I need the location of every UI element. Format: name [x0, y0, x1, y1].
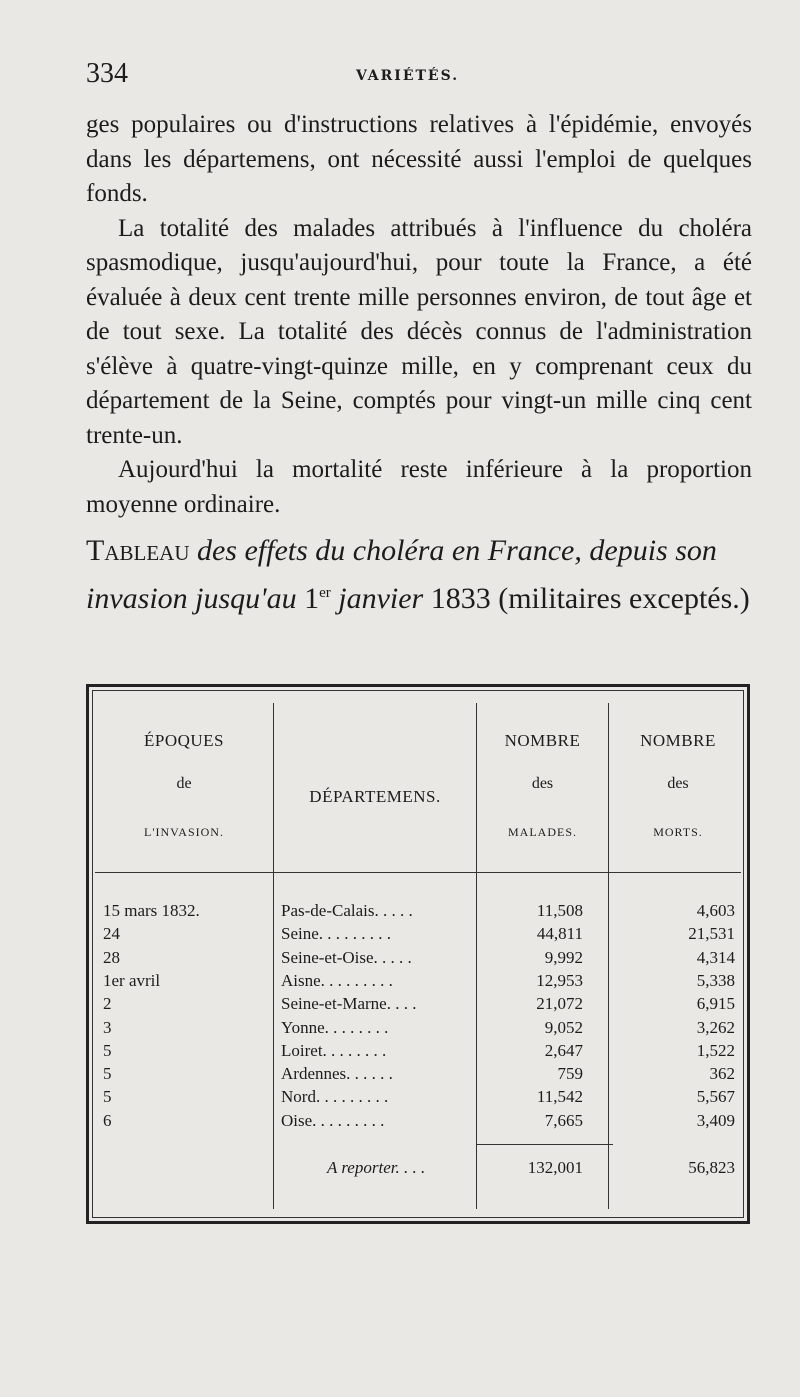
header-morts-sub: MORTS. — [653, 825, 703, 839]
row-departement: Seine-et-Marne. . . . — [281, 994, 417, 1014]
row-date: 1er avril — [103, 970, 161, 990]
row-date: 24 — [103, 924, 120, 944]
row-malades: 9,052 — [544, 1017, 583, 1037]
row-date: 5 — [103, 1040, 112, 1060]
total-divider — [476, 1144, 613, 1145]
row-malades: 11,542 — [536, 1087, 583, 1107]
row-morts: 4,314 — [696, 947, 735, 967]
table-row — [89, 901, 747, 924]
row-departement: Loiret. . . . . . . . — [281, 1040, 387, 1060]
row-malades: 11,508 — [536, 901, 583, 920]
row-morts: 5,338 — [696, 970, 735, 990]
row-malades: 2,647 — [544, 1040, 583, 1060]
row-date: 6 — [103, 1110, 112, 1130]
page-header — [86, 58, 750, 98]
header-epoques-sub: L'INVASION. — [144, 825, 224, 839]
row-date: 3 — [103, 1017, 112, 1037]
table-title-lead: Tableau — [86, 534, 190, 567]
total-morts: 56,823 — [688, 1158, 735, 1177]
row-date: 2 — [103, 994, 112, 1014]
cholera-table — [86, 684, 750, 1224]
table-row — [89, 924, 747, 947]
row-morts: 1,522 — [696, 1040, 735, 1060]
header-epoques-de: de — [176, 775, 192, 792]
header-malades-des: des — [531, 775, 554, 792]
row-morts: 362 — [709, 1064, 735, 1084]
paragraph: ges populaires ou d'instructions relatives à l'épidémie, envoyés dans les départemens, ont nécessité aussi l'emploi de quelques fonds. — [86, 111, 752, 207]
row-morts: 3,409 — [696, 1110, 735, 1130]
page-number: 334 — [86, 58, 128, 89]
paragraph: La totalité des malades attribués à l'influence du choléra spasmodique, jusqu'aujourd'hui, pour toute la France, a été évaluée à deux cent trente mille personnes environ, de tout âge et de tout sexe. La totalité des décès connus de l'administration s'élève à quatre-vingt-quinze mille, en y comprenant ceux du département de la Seine, comptés pour vingt-un mille cinq cent trente-un. — [86, 214, 752, 449]
row-malades: 12,953 — [536, 970, 583, 990]
body-text — [86, 108, 752, 522]
row-morts: 5,567 — [696, 1087, 735, 1107]
row-departement: Nord. . . . . . . . . — [281, 1087, 389, 1107]
row-date: 5 — [103, 1064, 112, 1084]
row-departement: Ardennes. . . . . . — [281, 1064, 393, 1084]
table-row — [89, 1064, 747, 1087]
row-date: 28 — [103, 947, 120, 967]
row-departement: Seine-et-Oise. . . . . — [281, 947, 412, 967]
row-date: 5 — [103, 1087, 112, 1107]
row-departement: Yonne. . . . . . . . — [281, 1017, 389, 1037]
table-row — [89, 994, 747, 1017]
row-departement: Aisne. . . . . . . . . — [281, 970, 393, 990]
table-row — [89, 971, 747, 994]
header-morts: NOMBRE — [640, 731, 716, 750]
row-malades: 7,665 — [544, 1110, 583, 1130]
header-morts-des: des — [667, 775, 689, 792]
row-morts: 21,531 — [688, 924, 735, 944]
table-title-number: 1 — [304, 582, 320, 615]
table-title-italic: des effets du choléra en France, depuis son invasion jusqu'au — [86, 534, 717, 615]
table-row — [89, 1087, 747, 1110]
paragraph: Aujourd'hui la mortalité reste inférieure à la proportion moyenne ordinaire. — [86, 456, 752, 518]
table-title — [86, 530, 756, 620]
header-divider — [95, 872, 741, 873]
table-row — [89, 1041, 747, 1064]
header-malades-sub: MALADES. — [507, 825, 577, 839]
row-departement: Pas-de-Calais. . . . . — [281, 901, 413, 920]
row-malades: 759 — [557, 1064, 583, 1084]
table-title-month: janvier — [338, 582, 424, 615]
row-malades: 21,072 — [536, 994, 583, 1014]
table-row — [89, 1111, 747, 1134]
row-morts: 3,262 — [696, 1017, 735, 1037]
table-title-tail: 1833 (militaires exceptés.) — [430, 582, 750, 615]
row-departement: Oise. . . . . . . . . — [281, 1110, 385, 1130]
row-date: 15 mars 1832. — [103, 901, 200, 920]
row-morts: 6,915 — [696, 994, 735, 1014]
header-epoques: ÉPOQUES — [143, 731, 224, 750]
row-malades: 9,992 — [544, 947, 583, 967]
table-title-superscript: er — [319, 585, 331, 601]
header-malades: NOMBRE — [504, 731, 581, 750]
row-morts: 4,603 — [696, 901, 735, 920]
table-row — [89, 948, 747, 971]
total-label: A reporter. . . . — [327, 1158, 426, 1177]
running-title: VARIÉTÉS. — [356, 68, 460, 84]
total-malades: 132,001 — [527, 1158, 583, 1177]
table-row — [89, 1018, 747, 1041]
row-departement: Seine. . . . . . . . . — [281, 924, 392, 944]
header-departemens: DÉPARTEMENS. — [309, 787, 441, 806]
row-malades: 44,811 — [536, 924, 583, 944]
